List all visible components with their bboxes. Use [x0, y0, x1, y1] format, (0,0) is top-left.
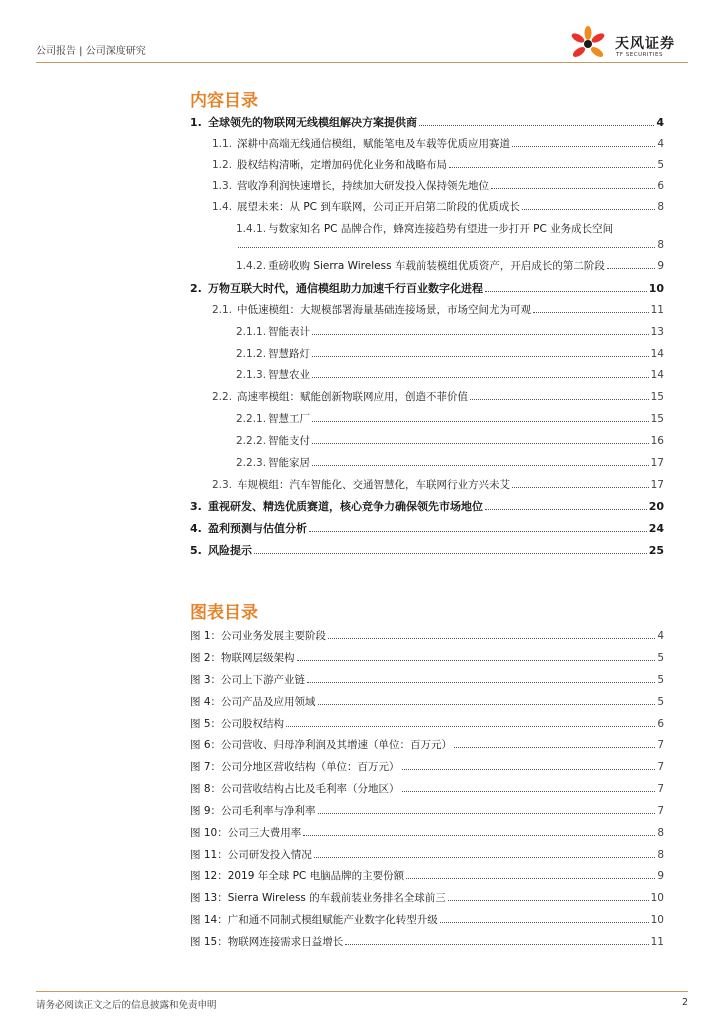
toc-entry-title: 智能支付: [268, 435, 310, 447]
leader-dots: [309, 522, 647, 532]
report-category: 公司报告 | 公司深度研究: [36, 46, 146, 57]
toc-entry-continuation: [236, 238, 664, 252]
leader-dots: [402, 782, 656, 792]
leader-dots: [440, 913, 649, 923]
logo-flower-icon: [565, 24, 611, 64]
toc-entry[interactable]: [190, 522, 664, 536]
figure-entry-page: 6: [657, 718, 664, 730]
figure-entry-title: 图 13：Sierra Wireless 的车载前装业务排名全球前三: [190, 892, 446, 904]
leader-dots: [345, 935, 648, 945]
toc-entry-title: 车规模组：汽车智能化、交通智慧化，车联网行业方兴未艾: [237, 479, 510, 491]
logo-chinese-name: 天风证券: [615, 36, 675, 52]
figure-entry[interactable]: [190, 716, 664, 730]
toc-entry-title: 智能表计: [268, 326, 310, 338]
leader-dots: [533, 303, 649, 313]
toc-entry-page: 10: [648, 282, 664, 295]
toc-entry-page: 14: [650, 348, 664, 360]
toc-entry-page: 25: [648, 544, 664, 557]
toc-entry-page: 13: [650, 326, 664, 338]
leader-dots: [303, 826, 655, 836]
toc-entry-number: 2.1.2.: [236, 348, 267, 360]
toc-entry-page: 4: [657, 138, 664, 150]
figure-entry-page: 5: [657, 674, 664, 686]
leader-dots: [491, 179, 655, 189]
toc-entry-number: 2.1.3.: [236, 369, 267, 381]
toc-entry-title: 高速率模组：赋能创新物联网应用，创造不菲价值: [237, 391, 468, 403]
figure-entry-title: 图 11：公司研发投入情况: [190, 849, 312, 861]
page-number: 2: [681, 997, 688, 1008]
toc-entry-title: 风险提示: [208, 544, 252, 557]
leader-dots: [312, 456, 649, 466]
figure-entry[interactable]: [190, 650, 664, 664]
toc-entry[interactable]: [212, 137, 664, 151]
toc-entry[interactable]: [236, 325, 664, 339]
toc-entry-title: 全球领先的物联网无线模组解决方案提供商: [208, 116, 417, 129]
figure-entry[interactable]: [190, 803, 664, 817]
figure-entry[interactable]: [190, 934, 664, 948]
company-logo: [565, 24, 695, 64]
toc-entry-number: 1.4.2.: [236, 260, 267, 272]
figure-entry-title: 图 14：广和通不同制式模组赋能产业数字化转型升级: [190, 914, 438, 926]
figure-entry-page: 5: [657, 696, 664, 708]
leader-dots: [470, 390, 649, 400]
toc-entry-number: 2.2.3.: [236, 457, 267, 469]
leader-dots: [448, 891, 649, 901]
toc-entry-title: 智慧工厂: [268, 413, 310, 425]
toc-entry-page: 20: [648, 500, 664, 513]
toc-entry[interactable]: [190, 500, 664, 514]
figure-entry-title: 图 10：公司三大费用率: [190, 827, 302, 839]
toc-entry[interactable]: [212, 303, 664, 317]
toc-entry-title: 重视研发、精选优质赛道，核心竞争力确保领先市场地位: [208, 500, 483, 513]
leader-dots: [328, 629, 655, 639]
toc-entry-page: 6: [657, 180, 664, 192]
leader-dots: [312, 368, 649, 378]
leader-dots: [238, 238, 655, 248]
toc-entry-title: 智能家居: [268, 457, 310, 469]
toc-entry-title: 万物互联大时代，通信模组助力加速千行百业数字化进程: [208, 282, 483, 295]
toc-entry-number: 4.: [190, 522, 202, 535]
toc-entry-number: 2.1.: [212, 304, 233, 316]
leader-dots: [307, 673, 655, 683]
toc-entry-title: 深耕中高端无线通信模组，赋能笔电及车载等优质应用赛道: [237, 138, 510, 150]
leader-dots: [454, 738, 655, 748]
figure-entry-title: 图 4：公司产品及应用领域: [190, 696, 316, 708]
toc-entry-number: 2.2.2.: [236, 435, 267, 447]
figure-entry-page: 11: [650, 936, 664, 948]
toc-entry-title: 智慧农业: [268, 369, 310, 381]
leader-dots: [312, 412, 649, 422]
toc-entry-number: 1.: [190, 116, 202, 129]
figure-entry-page: 10: [650, 892, 664, 904]
figures-title: 图表目录: [190, 603, 258, 623]
leader-dots: [512, 137, 655, 147]
toc-entry-page: 17: [650, 479, 664, 491]
leader-dots: [312, 434, 649, 444]
leader-dots: [512, 478, 649, 488]
figure-entry-title: 图 2：物联网层级架构: [190, 652, 295, 664]
figure-entry[interactable]: [190, 672, 664, 686]
toc-entry-number: 2.2.: [212, 391, 233, 403]
leader-dots: [419, 116, 654, 126]
toc-entry[interactable]: [190, 544, 664, 558]
toc-entry[interactable]: [212, 200, 664, 214]
toc-entry[interactable]: [190, 282, 664, 296]
toc-entry-page: 4: [656, 116, 664, 129]
figure-entry-page: 9: [657, 870, 664, 882]
figure-entry[interactable]: [190, 694, 664, 708]
toc-entry-title: 中低速模组：大规模部署海量基础连接场景，市场空间尤为可观: [237, 304, 531, 316]
logo-english-name: TF SECURITIES: [616, 52, 663, 58]
leader-dots: [297, 651, 656, 661]
figure-entry-page: 10: [650, 914, 664, 926]
toc-entry[interactable]: [212, 390, 664, 404]
toc-entry-page: 15: [650, 413, 664, 425]
toc-entry-title: 与数家知名 PC 品牌合作，蜂窝连接趋势有望进一步打开 PC 业务成长空间: [268, 223, 614, 235]
leader-dots: [312, 325, 649, 335]
figure-entry[interactable]: [190, 759, 664, 773]
figure-entry-page: 8: [657, 827, 664, 839]
toc-entry[interactable]: [236, 368, 664, 382]
toc-entry-page: 17: [650, 457, 664, 469]
figure-entry-title: 图 7：公司分地区营收结构（单位：百万元）: [190, 761, 400, 773]
toc-entry-page: 15: [650, 391, 664, 403]
leader-dots: [318, 695, 656, 705]
toc-entry-title: 展望未来：从 PC 到车联网，公司正开启第二阶段的优质成长: [237, 201, 520, 213]
figure-entry-title: 图 12：2019 年全球 PC 电脑品牌的主要份额: [190, 870, 405, 882]
figure-entry-page: 7: [657, 805, 664, 817]
toc-entry-page: 24: [648, 522, 664, 535]
toc-entry[interactable]: [236, 456, 664, 470]
toc-entry-number: 2.: [190, 282, 202, 295]
toc-entry-number: 5.: [190, 544, 202, 557]
figure-entry[interactable]: [190, 912, 664, 926]
figure-entry-page: 8: [657, 849, 664, 861]
figure-entry[interactable]: [190, 890, 664, 904]
toc-entry-number: 2.3.: [212, 479, 233, 491]
toc-entry[interactable]: [212, 179, 664, 193]
toc-title: 内容目录: [190, 91, 258, 111]
toc-entry-number: 3.: [190, 500, 202, 513]
figure-entry-page: 7: [657, 761, 664, 773]
leader-dots: [286, 717, 655, 727]
figure-entry[interactable]: [190, 825, 664, 839]
toc-entry[interactable]: [236, 412, 664, 426]
figure-entry-title: 图 8：公司营收结构占比及毛利率（分地区）: [190, 783, 400, 795]
toc-entry[interactable]: [236, 222, 664, 236]
toc-entry-number: 1.4.1.: [236, 223, 267, 235]
leader-dots: [522, 200, 655, 210]
leader-dots: [607, 259, 655, 269]
figure-entry-page: 5: [657, 652, 664, 664]
toc-entry-title: 重磅收购 Sierra Wireless 车载前装模组优质资产，开启成长的第二阶段: [268, 260, 605, 272]
toc-entry-number: 1.4.: [212, 201, 233, 213]
toc-entry[interactable]: [190, 116, 664, 130]
footer-disclaimer: 请务必阅读正文之后的信息披露和免责申明: [36, 1000, 217, 1011]
figure-entry[interactable]: [190, 628, 664, 642]
toc-entry-page: 9: [657, 260, 664, 272]
figure-entry[interactable]: [190, 781, 664, 795]
toc-entry-title: 营收净利润快速增长，持续加大研发投入保持领先地位: [237, 180, 489, 192]
toc-entry-page: 16: [650, 435, 664, 447]
figure-entry-title: 图 3：公司上下游产业链: [190, 674, 306, 686]
toc-entry-title: 智慧路灯: [268, 348, 310, 360]
leader-dots: [254, 544, 647, 554]
figure-entry[interactable]: [190, 737, 664, 751]
figure-entry-title: 图 1：公司业务发展主要阶段: [190, 630, 327, 642]
leader-dots: [449, 158, 655, 168]
figure-entry-page: 4: [657, 630, 664, 642]
leader-dots: [402, 760, 656, 770]
toc-entry-page: 8: [657, 239, 664, 251]
figure-entry-title: 图 9：公司毛利率与净利率: [190, 805, 316, 817]
toc-entry-page: 5: [657, 159, 664, 171]
toc-entry[interactable]: [212, 158, 664, 172]
toc-entry-number: 1.2.: [212, 159, 233, 171]
toc-entry[interactable]: [236, 259, 664, 273]
toc-entry-number: 1.1.: [212, 138, 233, 150]
header-divider: [36, 62, 688, 63]
toc-entry[interactable]: [236, 434, 664, 448]
figure-entry[interactable]: [190, 847, 664, 861]
footer-divider: [36, 991, 688, 992]
toc-entry-page: 14: [650, 369, 664, 381]
figure-entry-title: 图 6：公司营收、归母净利润及其增速（单位：百万元）: [190, 739, 453, 751]
leader-dots: [318, 804, 656, 814]
leader-dots: [312, 347, 649, 357]
toc-entry-page: 8: [657, 201, 664, 213]
toc-entry-title: 盈利预测与估值分析: [208, 522, 307, 535]
toc-entry-number: 1.3.: [212, 180, 233, 192]
figure-entry-page: 7: [657, 739, 664, 751]
figure-entry-title: 图 5：公司股权结构: [190, 718, 285, 730]
leader-dots: [406, 869, 655, 879]
toc-entry-number: 2.1.1.: [236, 326, 267, 338]
figure-entry-title: 图 15：物联网连接需求日益增长: [190, 936, 344, 948]
toc-entry[interactable]: [236, 347, 664, 361]
leader-dots: [485, 500, 647, 510]
figure-entry-page: 7: [657, 783, 664, 795]
leader-dots: [485, 282, 647, 292]
toc-entry-number: 2.2.1.: [236, 413, 267, 425]
figure-entry[interactable]: [190, 868, 664, 882]
leader-dots: [314, 848, 656, 858]
toc-entry-title: 股权结构清晰，定增加码优化业务和战略布局: [237, 159, 447, 171]
toc-entry-page: 11: [650, 304, 664, 316]
toc-entry[interactable]: [212, 478, 664, 492]
